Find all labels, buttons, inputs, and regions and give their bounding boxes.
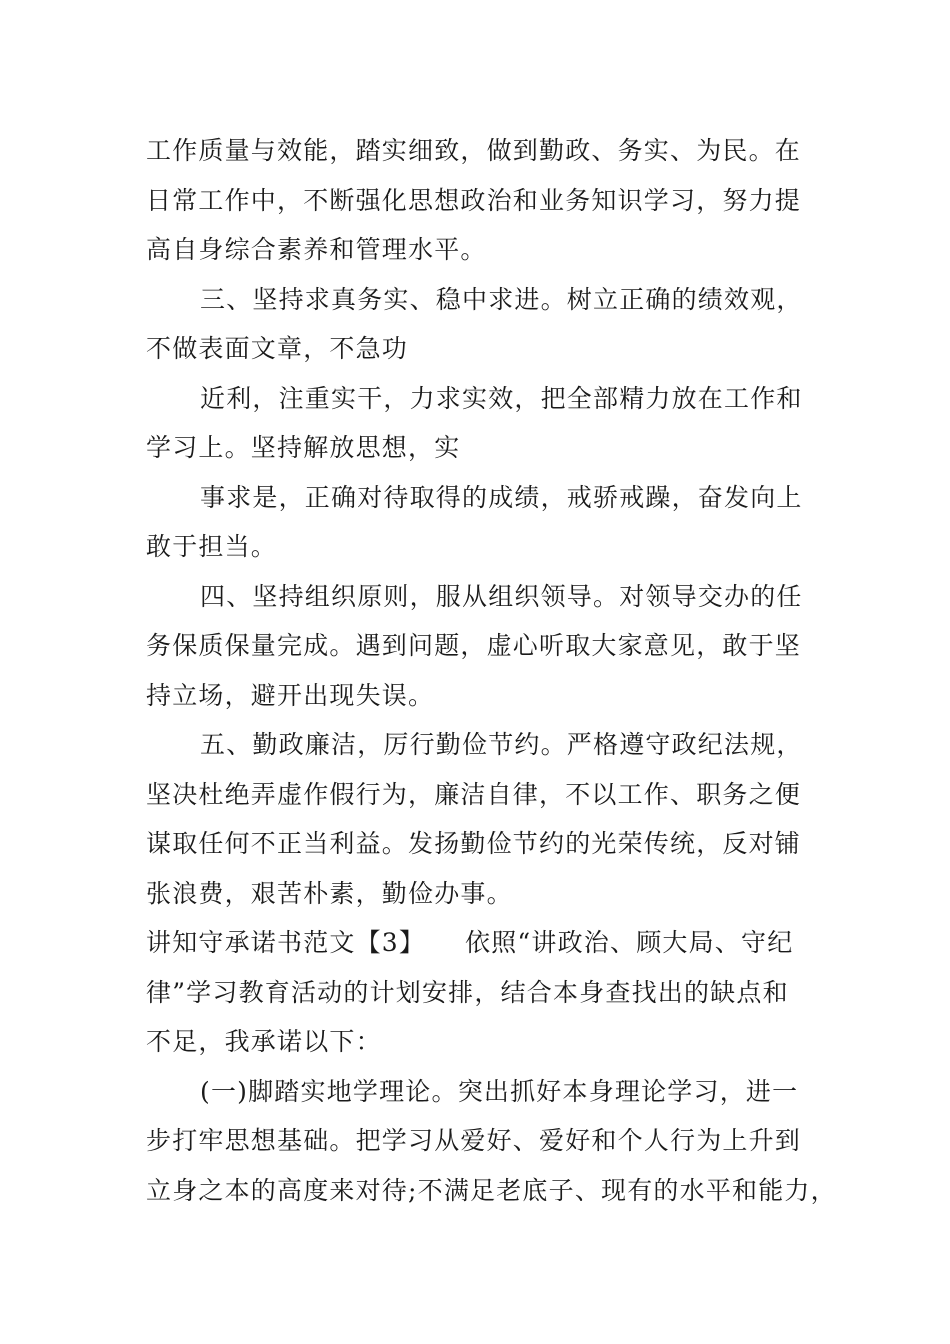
section-3-heading-line: 三、坚持求真务实、稳中求进。树立正确的绩效观， bbox=[200, 284, 803, 314]
document-body bbox=[146, 126, 837, 1215]
section-4-heading-line: 四、坚持组织原则，服从组织领导。对领导交办的任 bbox=[200, 581, 803, 611]
text-line: 事求是，正确对待取得的成绩，戒骄戒躁，奋发向上 bbox=[200, 482, 803, 512]
text-line: 坚决杜绝弄虚作假行为，廉洁自律，不以工作、职务之便 bbox=[146, 779, 802, 809]
text-line: 日常工作中，不断强化思想政治和业务知识学习，努力提 bbox=[146, 185, 802, 215]
text-line: 持立场，避开出现失误。 bbox=[146, 680, 435, 710]
text-line: 步打牢思想基础。把学习从爱好、爱好和个人行为上升到 bbox=[146, 1126, 802, 1155]
text-line: 张浪费，艰苦朴素，勤俭办事。 bbox=[146, 878, 513, 908]
section-5-heading-line: 五、勤政廉洁，厉行勤俭节约。严格遵守政纪法规， bbox=[200, 730, 803, 759]
item-1-heading-line: (一)脚踏实地学理论。突出抓好本身理论学习，进一 bbox=[200, 1076, 799, 1106]
text-line: 学习上。坚持解放思想，实 bbox=[146, 433, 461, 462]
text-line: 敢于担当。 bbox=[146, 532, 278, 561]
text-line: 立身之本的高度来对待;不满足老底子、现有的水平和能力， bbox=[146, 1175, 837, 1205]
article-title-line: 讲知守承诺书范文【3】 依照“讲政治、顾大局、守纪 bbox=[146, 928, 794, 957]
text-line: 务保质保量完成。遇到问题，虚心听取大家意见，敢于坚 bbox=[146, 631, 802, 660]
text-line: 谋取任何不正当利益。发扬勤俭节约的光荣传统，反对铺 bbox=[146, 829, 802, 858]
text-line: 工作质量与效能，踏实细致，做到勤政、务实、为民。在 bbox=[146, 136, 802, 165]
text-line: 不做表面文章，不急功 bbox=[146, 334, 409, 363]
text-line: 高自身综合素养和管理水平。 bbox=[146, 235, 487, 264]
text-line: 近利，注重实干，力求实效，把全部精力放在工作和 bbox=[200, 383, 803, 413]
text-line: 不足，我承诺以下： bbox=[146, 1027, 382, 1056]
text-line: 律”学习教育活动的计划安排，结合本身查找出的缺点和 bbox=[146, 977, 789, 1007]
